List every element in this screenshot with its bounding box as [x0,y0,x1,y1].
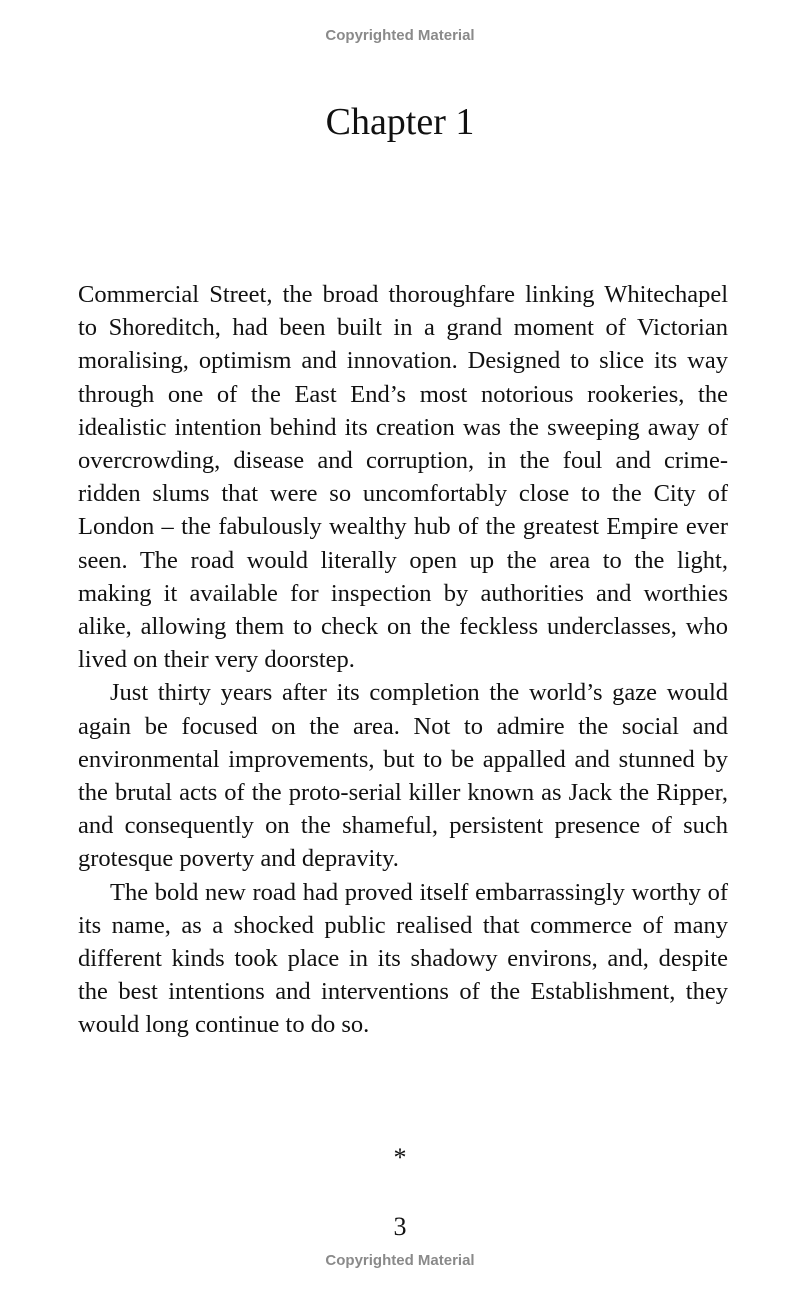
chapter-title: Chapter 1 [325,101,475,143]
paragraph-1: Commercial Street, the broad thoroughfare linking Whitechapel to Shoreditch, had been built in a grand moment of Victorian moralising, optimism and innovation. Designed to slice its way through one of the East End’s most notorious rookeries, the idealistic intention behind its creation was the sweeping away of overcrowding, disease and corruption, in the foul and crime-ridden slums that were so uncomfortably close to the City of London – the fabulously wealthy hub of the greatest Empire ever seen. The road would literally open up the area to the light, making it available for inspection by authorities and worthies alike, allowing them to check on the feckless underclasses, who lived on their very doorstep. [78,281,728,674]
copyright-watermark-top: Copyrighted Material [325,27,475,44]
paragraph-3: The bold new road had proved itself embarrassingly worthy of its name, as a shocked public realised that commerce of many different kinds took place in its shadowy environs, and, despite the best intentions and interventions of the Establishment, they would long continue to do so. [78,878,728,1039]
copyright-watermark-bottom: Copyrighted Material [325,1252,475,1269]
paragraph-2: Just thirty years after its completion the world’s gaze would again be focused on the area. Not to admire the social and environmental improvements, but to be appalled and stunned by the brutal acts of the proto-serial killer known as Jack the Ripper, and consequently on the shameful, persistent presence of such grotesque poverty and depravity. [78,679,728,873]
chapter-body [78,278,728,1042]
section-break-asterisk: * [393,1143,407,1172]
page-number: 3 [393,1212,407,1241]
